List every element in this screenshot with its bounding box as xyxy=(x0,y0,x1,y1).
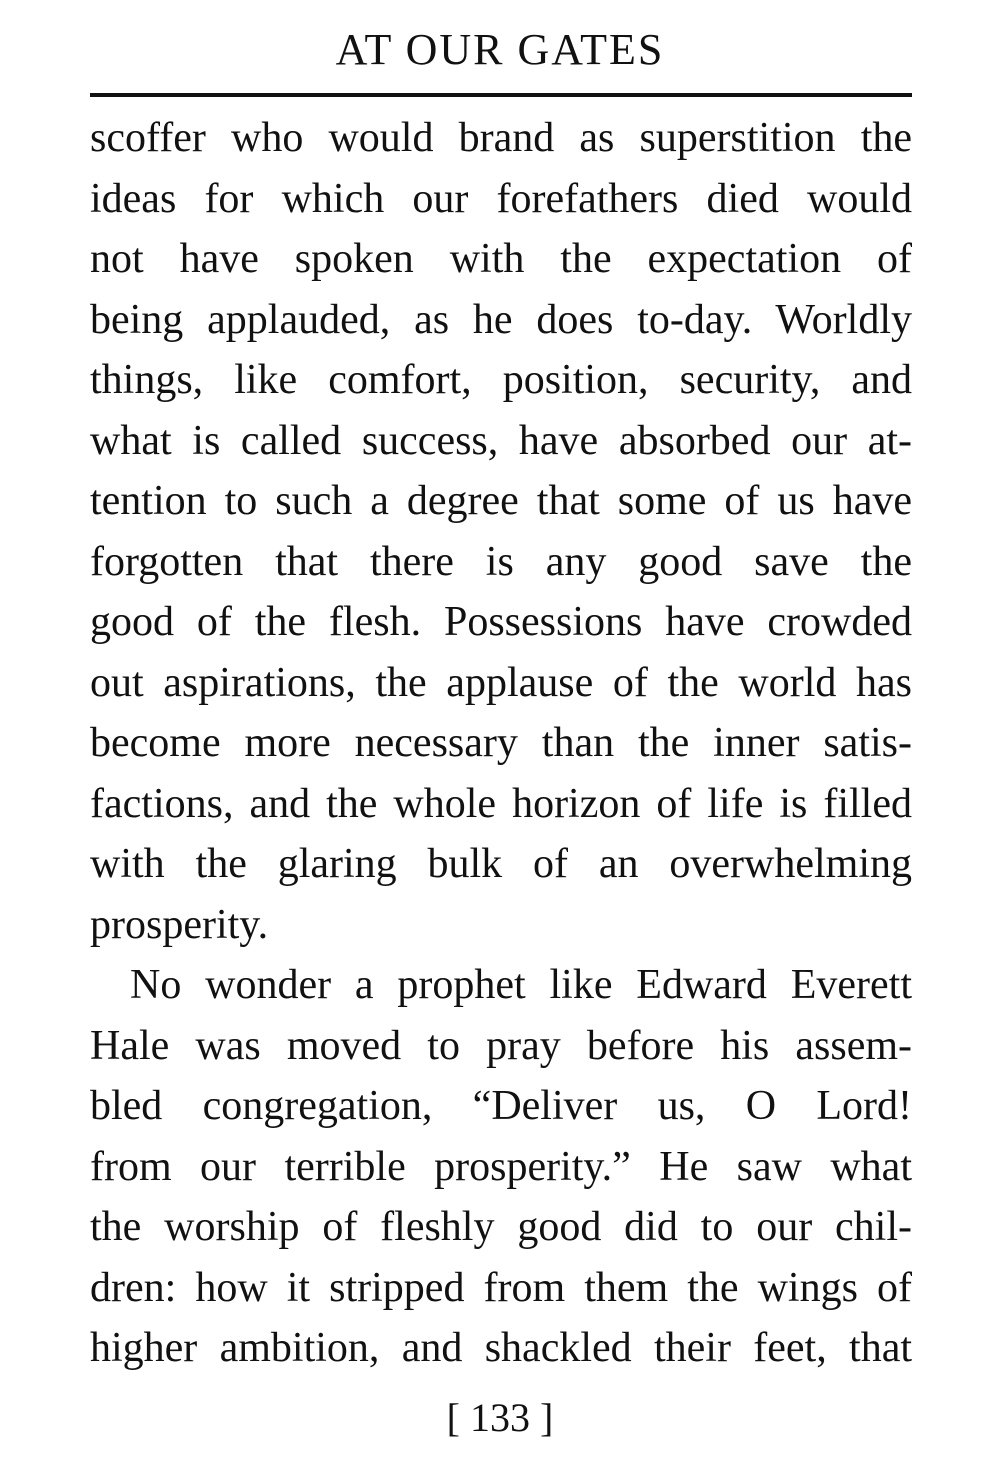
page-number: [ 133 ] xyxy=(446,1395,554,1440)
text-line: bled congregation, “Deliver us, O Lord! xyxy=(90,1083,912,1129)
text-line: not have spoken with the expectation of xyxy=(90,236,912,282)
text-line: higher ambition, and shackled their feet, that xyxy=(90,1325,912,1371)
text-line: ideas for which our forefathers died would xyxy=(90,175,912,222)
text-line: out aspirations, the applause of the world has xyxy=(90,659,912,706)
text-line: with the glaring bulk of an overwhelming xyxy=(90,841,912,887)
text-line: the worship of fleshly good did to our chil- xyxy=(90,1204,912,1250)
text-line: Hale was moved to pray before his assem- xyxy=(90,1022,912,1069)
text-line: become more necessary than the inner satis- xyxy=(90,720,912,766)
text-line: No wonder a prophet like Edward Everett xyxy=(130,962,912,1008)
header-rule xyxy=(90,93,912,97)
text-line: from our terrible prosperity.” He saw what xyxy=(90,1143,912,1190)
body-text xyxy=(90,108,912,1379)
text-line: good of the flesh. Possessions have crowded xyxy=(90,599,912,645)
text-line: prosperity. xyxy=(90,901,269,948)
text-line: dren: how it stripped from them the wings of xyxy=(90,1264,912,1311)
text-line: factions, and the whole horizon of life is filled xyxy=(90,780,912,827)
text-line: being applauded, as he does to-day. Worldly xyxy=(90,296,912,343)
paragraph-1 xyxy=(90,108,912,955)
text-line: forgotten that there is any good save the xyxy=(90,538,912,585)
running-head: AT OUR GATES xyxy=(335,25,665,74)
text-line: scoffer who would brand as superstition the xyxy=(90,115,912,161)
paragraph-2 xyxy=(90,955,912,1379)
text-line: things, like comfort, position, security, and xyxy=(90,357,912,403)
text-line: what is called success, have absorbed our at- xyxy=(90,417,912,464)
text-line: tention to such a degree that some of us have xyxy=(90,478,912,524)
